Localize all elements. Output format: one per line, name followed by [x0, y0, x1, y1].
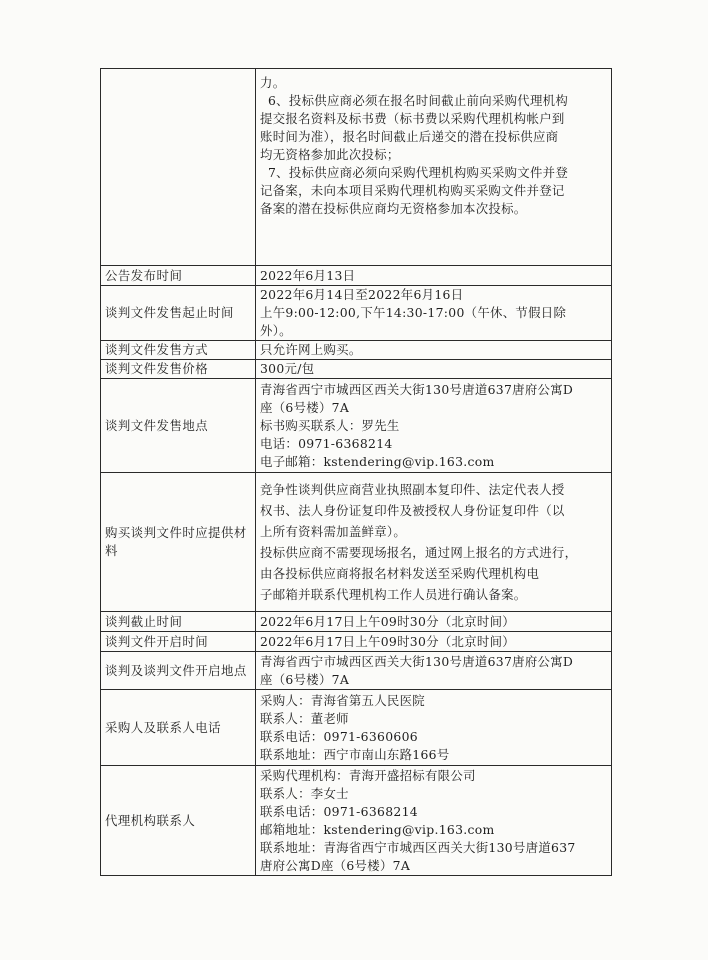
- deadline-value: 2022年6月17日上午09时30分（北京时间）: [256, 612, 612, 632]
- purchaser-value: [256, 690, 612, 766]
- open-place-label: 谈判及谈判文件开启地点: [101, 652, 256, 690]
- sale-place-line: 电话：0971-6368214: [260, 435, 393, 451]
- table-row: [101, 360, 612, 379]
- purchaser-line: 采购人：青海省第五人民医院: [260, 692, 425, 708]
- intro-line: 账时间为准），报名时间截止后递交的潜在投标供应商: [260, 129, 559, 144]
- agency-value: [256, 766, 612, 876]
- table-row: [101, 473, 612, 612]
- intro-line: 6、投标供应商必须在报名时间截止前向采购代理机构: [268, 93, 569, 108]
- materials-line: 竞争性谈判供应商营业执照副本复印件、法定代表人授: [260, 482, 565, 497]
- table-row: [101, 766, 612, 876]
- materials-line: 投标供应商不需要现场报名，通过网上报名的方式进行，: [260, 545, 578, 560]
- open-place-line: 座（6号楼）7A: [260, 671, 350, 687]
- sale-period-line: 外）。: [260, 323, 292, 338]
- materials-line: 上所有资料需加盖鲜章）。: [260, 524, 407, 539]
- sale-period-line: 2022年6月14日至2022年6月16日: [260, 287, 464, 302]
- purchaser-line: 联系电话：0971-6360606: [260, 728, 418, 744]
- sale-period-value: [256, 286, 612, 341]
- sale-place-email: 电子邮箱：kstendering@vip.163.com: [260, 453, 495, 469]
- sale-price-value: 300元/包: [256, 360, 612, 379]
- materials-line: 子邮箱并联系代理机构工作人员进行确认备案。: [260, 587, 527, 602]
- table-row: [101, 612, 612, 632]
- intro-line: 记备案，未向本项目采购代理机构购买采购文件并登记: [260, 183, 565, 198]
- table-row: [101, 690, 612, 766]
- deadline-label: 谈判截止时间: [101, 612, 256, 632]
- agency-line: 联系电话：0971-6368214: [260, 803, 418, 819]
- announce-label: 公告发布时间: [101, 266, 256, 286]
- agency-line: 联系地址：青海省西宁市城西区西关大街130号唐道637: [260, 839, 576, 855]
- table-row: [101, 652, 612, 690]
- table-row: [101, 341, 612, 360]
- open-time-label: 谈判文件开启时间: [101, 632, 256, 652]
- open-time-value: 2022年6月17日上午09时30分（北京时间）: [256, 632, 612, 652]
- intro-line: 提交报名资料及标书费（标书费以采购代理机构帐户到: [260, 111, 565, 126]
- empty-label-cell: [101, 69, 256, 266]
- intro-line: 备案的潜在投标供应商均无资格参加本次投标。: [260, 201, 527, 216]
- sale-method-label: 谈判文件发售方式: [101, 341, 256, 360]
- agency-label: 代理机构联系人: [101, 766, 256, 876]
- open-place-line: 青海省西宁市城西区西关大街130号唐道637唐府公寓D: [260, 653, 574, 669]
- sale-period-line: 上午9:00-12:00,下午14:30-17:00（午休、节假日除: [260, 305, 567, 320]
- agency-line: 联系人：李女士: [260, 785, 349, 801]
- intro-cell: [256, 69, 612, 266]
- sale-method-value: 只允许网上购买。: [256, 341, 612, 360]
- sale-price-label: 谈判文件发售价格: [101, 360, 256, 379]
- table-row: [101, 379, 612, 473]
- sale-place-value: [256, 379, 612, 473]
- materials-value: [256, 473, 612, 612]
- sale-place-label: 谈判文件发售地点: [101, 379, 256, 473]
- purchaser-line: 联系地址：西宁市南山东路166号: [260, 746, 450, 762]
- intro-line: 均无资格参加此次投标；: [260, 147, 400, 162]
- materials-label: 购买谈判文件时应提供材料: [101, 473, 256, 612]
- tender-info-table: [100, 68, 612, 876]
- announce-value: 2022年6月13日: [256, 266, 612, 286]
- materials-line: 由各投标供应商将报名材料发送至采购代理机构电: [260, 566, 540, 581]
- purchaser-label: 采购人及联系人电话: [101, 690, 256, 766]
- sale-place-line: 标书购买联系人：罗先生: [260, 417, 400, 433]
- sale-period-label: 谈判文件发售起止时间: [101, 286, 256, 341]
- intro-line: 7、投标供应商必须向采购代理机构购买采购文件并登: [268, 165, 569, 180]
- intro-line: 力。: [260, 75, 286, 90]
- table-row: [101, 286, 612, 341]
- open-place-value: [256, 652, 612, 690]
- agency-email: 邮箱地址：kstendering@vip.163.com: [260, 821, 495, 837]
- materials-line: 权书、法人身份证复印件及被授权人身份证复印件（以: [260, 503, 565, 518]
- sale-place-line: 青海省西宁市城西区西关大街130号唐道637唐府公寓D: [260, 381, 574, 397]
- agency-line: 采购代理机构：青海开盛招标有限公司: [260, 767, 476, 783]
- table-row: [101, 69, 612, 266]
- agency-line: 唐府公寓D座（6号楼）7A: [260, 857, 411, 873]
- sale-place-line: 座（6号楼）7A: [260, 399, 350, 415]
- table-row: [101, 632, 612, 652]
- purchaser-line: 联系人：董老师: [260, 710, 349, 726]
- table-row: [101, 266, 612, 286]
